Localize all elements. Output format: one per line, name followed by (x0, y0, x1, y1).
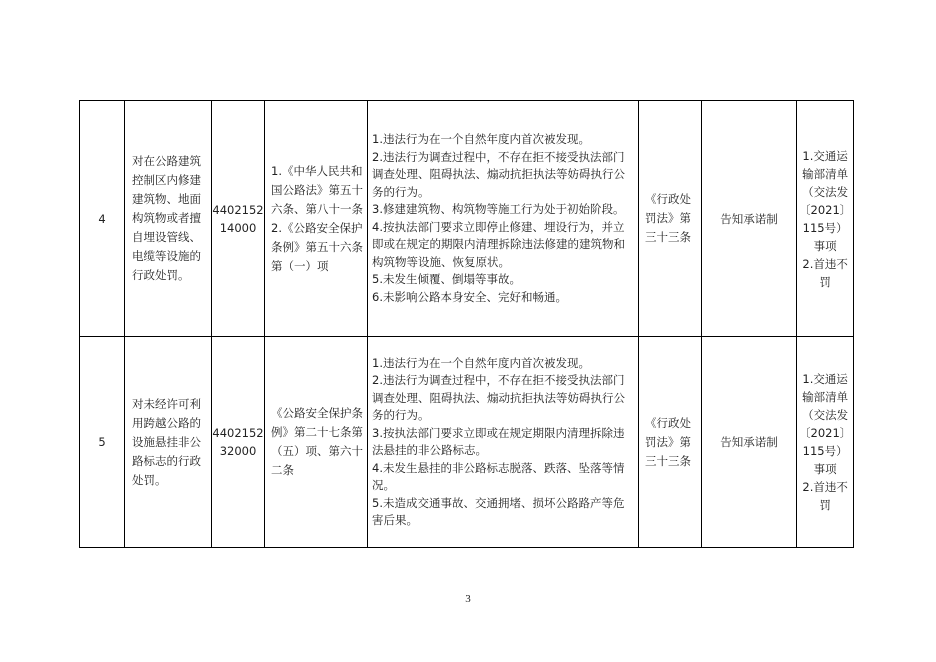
condition-line: 4.未发生悬挂的非公路标志脱落、跌落、坠落等情况。 (372, 460, 625, 492)
penalty-law-text: 《行政处罚法》第三十三条 (645, 415, 691, 468)
source-line: 1.交通运输部清单（交法发〔2021〕115号）事项 (799, 148, 852, 253)
table-row (80, 337, 854, 548)
penalty-law-text: 《行政处罚法》第三十三条 (645, 192, 691, 244)
matter-code-part: 14000 (219, 220, 257, 235)
matter-code-part: 32000 (219, 444, 257, 458)
penalty-law (639, 337, 702, 548)
condition-line: 4.按执法部门要求立即停止修建、埋设行为，并立即或在规定的期限内清理拆除违法修建的建筑物和构筑物等设施、恢复原状。 (372, 219, 625, 269)
source (797, 101, 854, 337)
matter-name (125, 337, 212, 548)
condition-line: 3.按执法部门要求立即或在规定期限内清理拆除违法悬挂的非公路标志。 (372, 425, 625, 457)
source-line: 1.交通运输部清单（交法发〔2021〕115号）事项 (799, 372, 852, 476)
source (797, 337, 854, 548)
condition-line: 3.修建建筑物、构筑物等施工行为处于初始阶段。 (372, 202, 625, 216)
legal-basis (265, 101, 368, 337)
condition-line: 1.违法行为在一个自然年度内首次被发现。 (372, 355, 590, 370)
matter-name-text: 对在公路建筑控制区内修建建筑物、地面构筑物或者擅自埋设管线、电缆等设施的行政处罚。 (132, 154, 201, 282)
matter-name (125, 101, 212, 337)
condition-line: 5.未发生倾覆、倒塌等事故。 (372, 272, 521, 286)
legal-basis (265, 337, 368, 548)
regulation-table (79, 100, 854, 548)
row-number: 4 (80, 101, 125, 337)
table-row (80, 101, 854, 337)
condition-line: 6.未影响公路本身安全、完好和畅通。 (372, 289, 567, 304)
condition-line: 2.违法行为调查过程中，不存在拒不接受执法部门调查处理、阻碍执法、煽动抗拒执法等妨碍执行公务的行为。 (372, 373, 625, 422)
row-number: 5 (80, 337, 125, 548)
matter-code (212, 101, 265, 337)
condition-line: 1.违法行为在一个自然年度内首次被发现。 (372, 132, 590, 146)
condition-line: 5.未造成交通事故、交通拥堵、损坏公路路产等危害后果。 (372, 495, 625, 527)
legal-basis-line: 1.《中华人民共和国公路法》第五十六条、第八十一条 (271, 163, 363, 216)
source-line: 2.首违不罚 (802, 256, 848, 289)
matter-code-part: 4402152 (212, 426, 264, 440)
matter-code (212, 337, 265, 548)
handling-method: 告知承诺制 (702, 337, 797, 548)
source-line: 2.首违不罚 (802, 480, 848, 512)
legal-basis-line: 2.《公路安全保护条例》第五十六条第（一）项 (271, 220, 363, 273)
page-number: 3 (465, 593, 471, 605)
legal-basis-line: 《公路安全保护条例》第二十七条第（五）项、第六十二条 (271, 406, 363, 477)
handling-method: 告知承诺制 (702, 101, 797, 337)
conditions (368, 337, 639, 548)
matter-name-text: 对未经许可利用跨越公路的设施悬挂非公路标志的行政处罚。 (132, 396, 201, 487)
conditions (368, 101, 639, 337)
matter-code-part: 4402152 (212, 202, 264, 217)
condition-line: 2.违法行为调查过程中，不存在拒不接受执法部门调查处理、阻碍执法、煽动抗拒执法等妨碍执行公务的行为。 (372, 149, 625, 199)
penalty-law (639, 101, 702, 337)
